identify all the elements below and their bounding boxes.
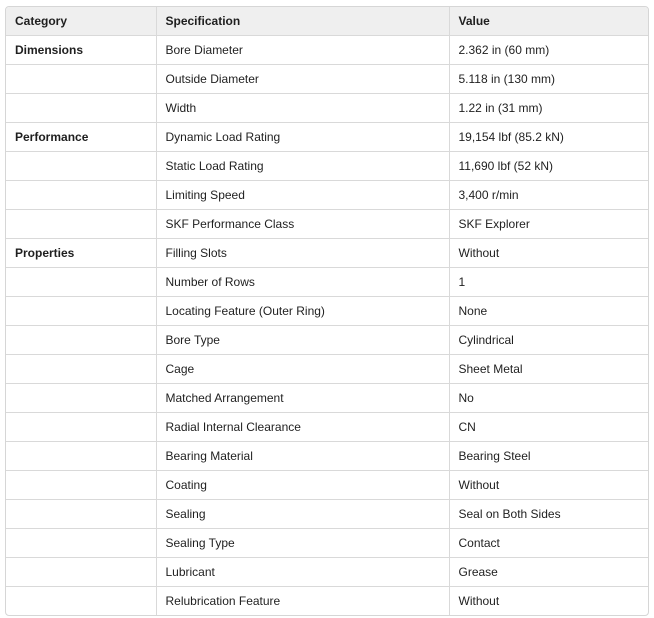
table-row [6, 152, 648, 181]
table-row [6, 36, 648, 65]
specification-cell: Outside Diameter [156, 65, 449, 94]
category-cell [6, 297, 156, 326]
category-cell: Dimensions [6, 36, 156, 65]
specification-cell: Number of Rows [156, 268, 449, 297]
table-row [6, 587, 648, 616]
value-cell: Without [458, 594, 500, 608]
category-cell [6, 268, 156, 297]
specification-cell: Bore Type [156, 326, 449, 355]
specification-cell: Coating [156, 471, 449, 500]
table-row [6, 239, 648, 268]
specification-cell: Locating Feature (Outer Ring) [156, 297, 449, 326]
category-cell [6, 355, 156, 384]
header-category: Category [6, 7, 156, 36]
table-header-row [6, 7, 648, 36]
table-row [6, 442, 648, 471]
category-cell [6, 529, 156, 558]
table-row [6, 326, 648, 355]
table-row [6, 384, 648, 413]
specification-cell: Lubricant [156, 558, 449, 587]
specification-cell: Matched Arrangement [156, 384, 449, 413]
category-cell [6, 558, 156, 587]
value-cell: 1 [449, 268, 648, 297]
value-cell: None [449, 297, 648, 326]
specification-cell: Relubrication Feature [156, 587, 449, 616]
specification-cell: Limiting Speed [156, 181, 449, 210]
value-cell: SKF Explorer [449, 210, 648, 239]
table-row [6, 65, 648, 94]
table-row [6, 297, 648, 326]
specification-cell: Bore Diameter [156, 36, 449, 65]
spec-table [6, 7, 648, 615]
category-cell [6, 210, 156, 239]
value-cell: Sheet Metal [449, 355, 648, 384]
specification-cell: Dynamic Load Rating [156, 123, 449, 152]
table-row [6, 94, 648, 123]
table-body [6, 36, 648, 616]
value-cell: 19,154 lbf (85.2 kN) [449, 123, 648, 152]
category-cell [6, 94, 156, 123]
value-cell: CN [449, 413, 648, 442]
value-cell: No [449, 384, 648, 413]
header-value: Value [449, 7, 648, 36]
table-row [6, 413, 648, 442]
category-cell [6, 152, 156, 181]
specification-cell: Static Load Rating [156, 152, 449, 181]
specification-cell: Filling Slots [156, 239, 449, 268]
table-row [6, 558, 648, 587]
spec-table-container [5, 6, 649, 616]
specification-cell: SKF Performance Class [156, 210, 449, 239]
specification-cell: Cage [156, 355, 449, 384]
category-cell [6, 413, 156, 442]
table-row [6, 181, 648, 210]
value-cell: 2.362 in (60 mm) [449, 36, 648, 65]
category-cell [6, 500, 156, 529]
value-cell: 3,400 r/min [449, 181, 648, 210]
table-row [6, 529, 648, 558]
value-cell: Grease [449, 558, 648, 587]
category-cell [6, 65, 156, 94]
table-row [6, 471, 648, 500]
value-cell: Contact [449, 529, 648, 558]
category-cell [6, 587, 156, 616]
category-cell: Properties [6, 239, 156, 268]
specification-cell: Sealing [156, 500, 449, 529]
value-cell: Seal on Both Sides [449, 500, 648, 529]
table-row [6, 210, 648, 239]
specification-cell: Width [156, 94, 449, 123]
header-specification: Specification [156, 7, 449, 36]
value-cell: 5.118 in (130 mm) [449, 65, 648, 94]
category-cell [6, 326, 156, 355]
value-cell: 1.22 in (31 mm) [449, 94, 648, 123]
value-cell: Without [449, 239, 648, 268]
specification-cell: Sealing Type [156, 529, 449, 558]
category-cell [6, 181, 156, 210]
category-cell [6, 442, 156, 471]
value-cell: Cylindrical [449, 326, 648, 355]
specification-cell: Radial Internal Clearance [156, 413, 449, 442]
value-cell: 11,690 lbf (52 kN) [449, 152, 648, 181]
value-cell: Bearing Steel [449, 442, 648, 471]
table-row [6, 268, 648, 297]
specification-cell: Bearing Material [156, 442, 449, 471]
category-cell [6, 384, 156, 413]
table-row [6, 500, 648, 529]
value-cell: Without [449, 471, 648, 500]
table-row [6, 123, 648, 152]
table-row [6, 355, 648, 384]
category-cell: Performance [6, 123, 156, 152]
category-cell [6, 471, 156, 500]
